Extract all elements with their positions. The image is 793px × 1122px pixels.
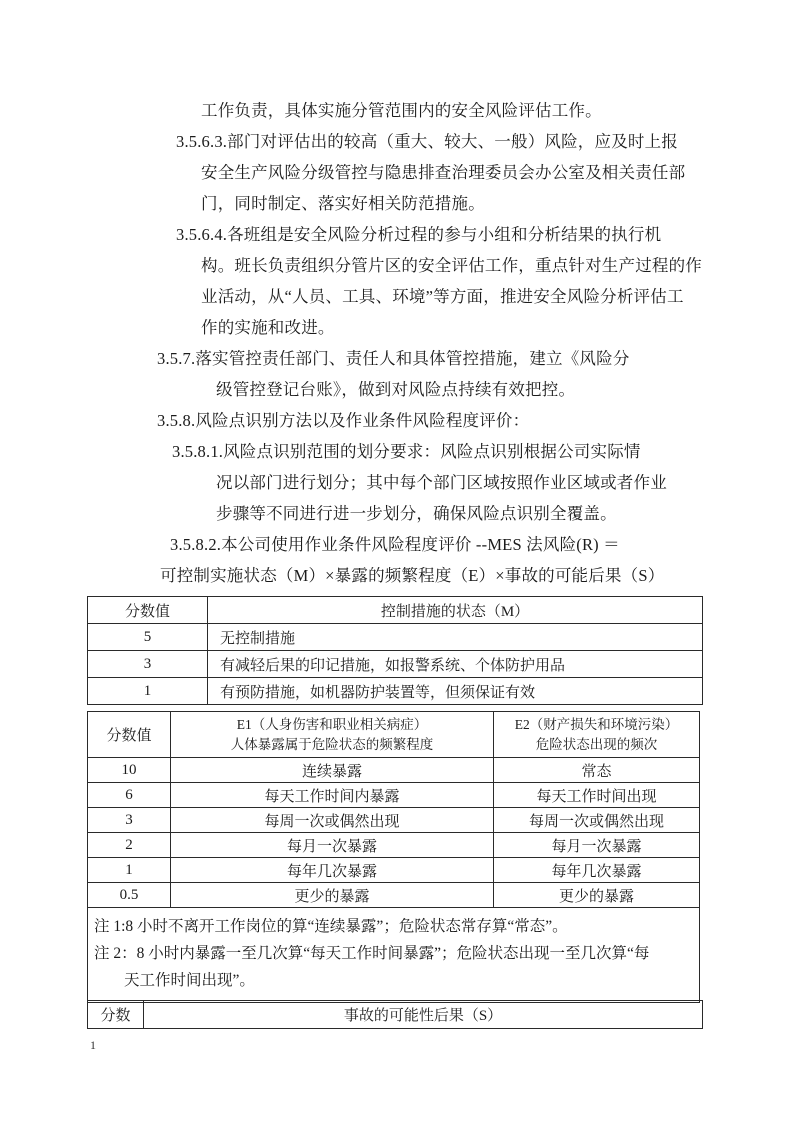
body-line: 3.5.8.风险点识别方法以及作业条件风险程度评价：: [157, 411, 530, 430]
body-line: 业活动，从“人员、工具、环境”等方面，推进安全风险分析评估工: [201, 287, 684, 306]
body-line: 况以部门进行划分；其中每个部门区域按照作业区域或者作业: [216, 473, 667, 492]
e1-cell: 每年几次暴露: [171, 858, 494, 883]
e2-header: [494, 712, 700, 758]
consequence-header: 事故的可能性后果（S）: [144, 1001, 703, 1029]
table-row: [88, 783, 700, 808]
table-header-row: [88, 597, 703, 624]
score-header: 分数值: [88, 597, 208, 624]
e2-header-line2: 危险状态出现的频次: [535, 736, 658, 752]
e1-header: [171, 712, 494, 758]
table-row: [88, 858, 700, 883]
table-row: [88, 833, 700, 858]
body-line: 3.5.6.4.各班组是安全风险分析过程的参与小组和分析结果的执行机: [176, 225, 662, 244]
body-line: 可控制实施状态（M）×暴露的频繁程度（E）×事故的可能后果（S）: [160, 566, 665, 585]
body-line: 构。班长负责组织分管片区的安全评估工作，重点针对生产过程的作: [201, 256, 702, 275]
body-line: 3.5.6.3.部门对评估出的较高（重大、较大、一般）风险，应及时上报: [176, 132, 678, 151]
score-cell: 10: [88, 758, 171, 783]
body-line: 级管控登记台账》，做到对风险点持续有效把控。: [216, 380, 576, 399]
note-line: 注 2：8 小时内暴露一至几次算“每天工作时间暴露”；危险状态出现一至几次算“每: [94, 945, 650, 962]
table-row: [88, 758, 700, 783]
table-header-row: [88, 1001, 703, 1029]
consequence-table: [87, 1000, 703, 1029]
e2-cell: 常态: [494, 758, 700, 783]
body-line: 作的实施和改进。: [201, 318, 335, 337]
note-line: 天工作时间出现”。: [124, 972, 255, 989]
note-line: 注 1:8 小时不离开工作岗位的算“连续暴露”；危险状态常存算“常态”。: [94, 918, 568, 935]
body-line: 3.5.7.落实管控责任部门、责任人和具体管控措施，建立《风险分: [157, 349, 630, 368]
table-row: [88, 678, 703, 705]
score-cell: 5: [88, 624, 208, 651]
score-cell: 0.5: [88, 883, 171, 908]
e2-cell: 每年几次暴露: [494, 858, 700, 883]
measure-state-header: 控制措施的状态（M）: [208, 597, 703, 624]
score-cell: 6: [88, 783, 171, 808]
e2-header-line1: E2（财产损失和环境污染）: [514, 716, 679, 732]
table-row: [88, 624, 703, 651]
body-line: 工作负责，具体实施分管范围内的安全风险评估工作。: [201, 101, 602, 120]
e2-cell: 每天工作时间出现: [494, 783, 700, 808]
score-cell: 1: [88, 678, 208, 705]
body-line: 安全生产风险分级管控与隐患排查治理委员会办公室及相关责任部: [201, 163, 686, 182]
measure-cell: 有减轻后果的印记措施，如报警系统、个体防护用品: [208, 651, 703, 678]
score-cell: 2: [88, 833, 171, 858]
table-header-row: [88, 712, 700, 758]
measure-cell: 有预防措施，如机器防护装置等，但须保证有效: [208, 678, 703, 705]
body-line: 门，同时制定、落实好相关防范措施。: [201, 194, 485, 213]
e1-header-line2: 人体暴露属于危险状态的频繁程度: [230, 736, 434, 752]
body-line: 3.5.8.1.风险点识别范围的划分要求：风险点识别根据公司实际情: [172, 442, 641, 461]
e2-cell: 每月一次暴露: [494, 833, 700, 858]
score-cell: 3: [88, 808, 171, 833]
e1-cell: 每天工作时间内暴露: [171, 783, 494, 808]
score-cell: 3: [88, 651, 208, 678]
control-measures-table: [87, 596, 703, 705]
page-number: 1: [90, 1038, 96, 1052]
body-line: 步骤等不同进行进一步划分，确保风险点识别全覆盖。: [216, 504, 617, 523]
table-notes-row: [88, 908, 700, 1003]
table-row: [88, 883, 700, 908]
e2-cell: 每周一次或偶然出现: [494, 808, 700, 833]
e1-cell: 每周一次或偶然出现: [171, 808, 494, 833]
exposure-frequency-table: [87, 711, 700, 1003]
e1-cell: 更少的暴露: [171, 883, 494, 908]
body-line: 3.5.8.2.本公司使用作业条件风险程度评价 --MES 法风险(R) ＝: [170, 535, 620, 554]
e1-cell: 每月一次暴露: [171, 833, 494, 858]
e1-cell: 连续暴露: [171, 758, 494, 783]
table-row: [88, 808, 700, 833]
notes-cell: [88, 908, 700, 1003]
score-header: 分数值: [88, 712, 171, 758]
measure-cell: 无控制措施: [208, 624, 703, 651]
score-cell: 1: [88, 858, 171, 883]
e2-cell: 更少的暴露: [494, 883, 700, 908]
table-row: [88, 651, 703, 678]
score-header: 分数: [88, 1001, 144, 1029]
e1-header-line1: E1（人身伤害和职业相关病症）: [236, 716, 428, 732]
